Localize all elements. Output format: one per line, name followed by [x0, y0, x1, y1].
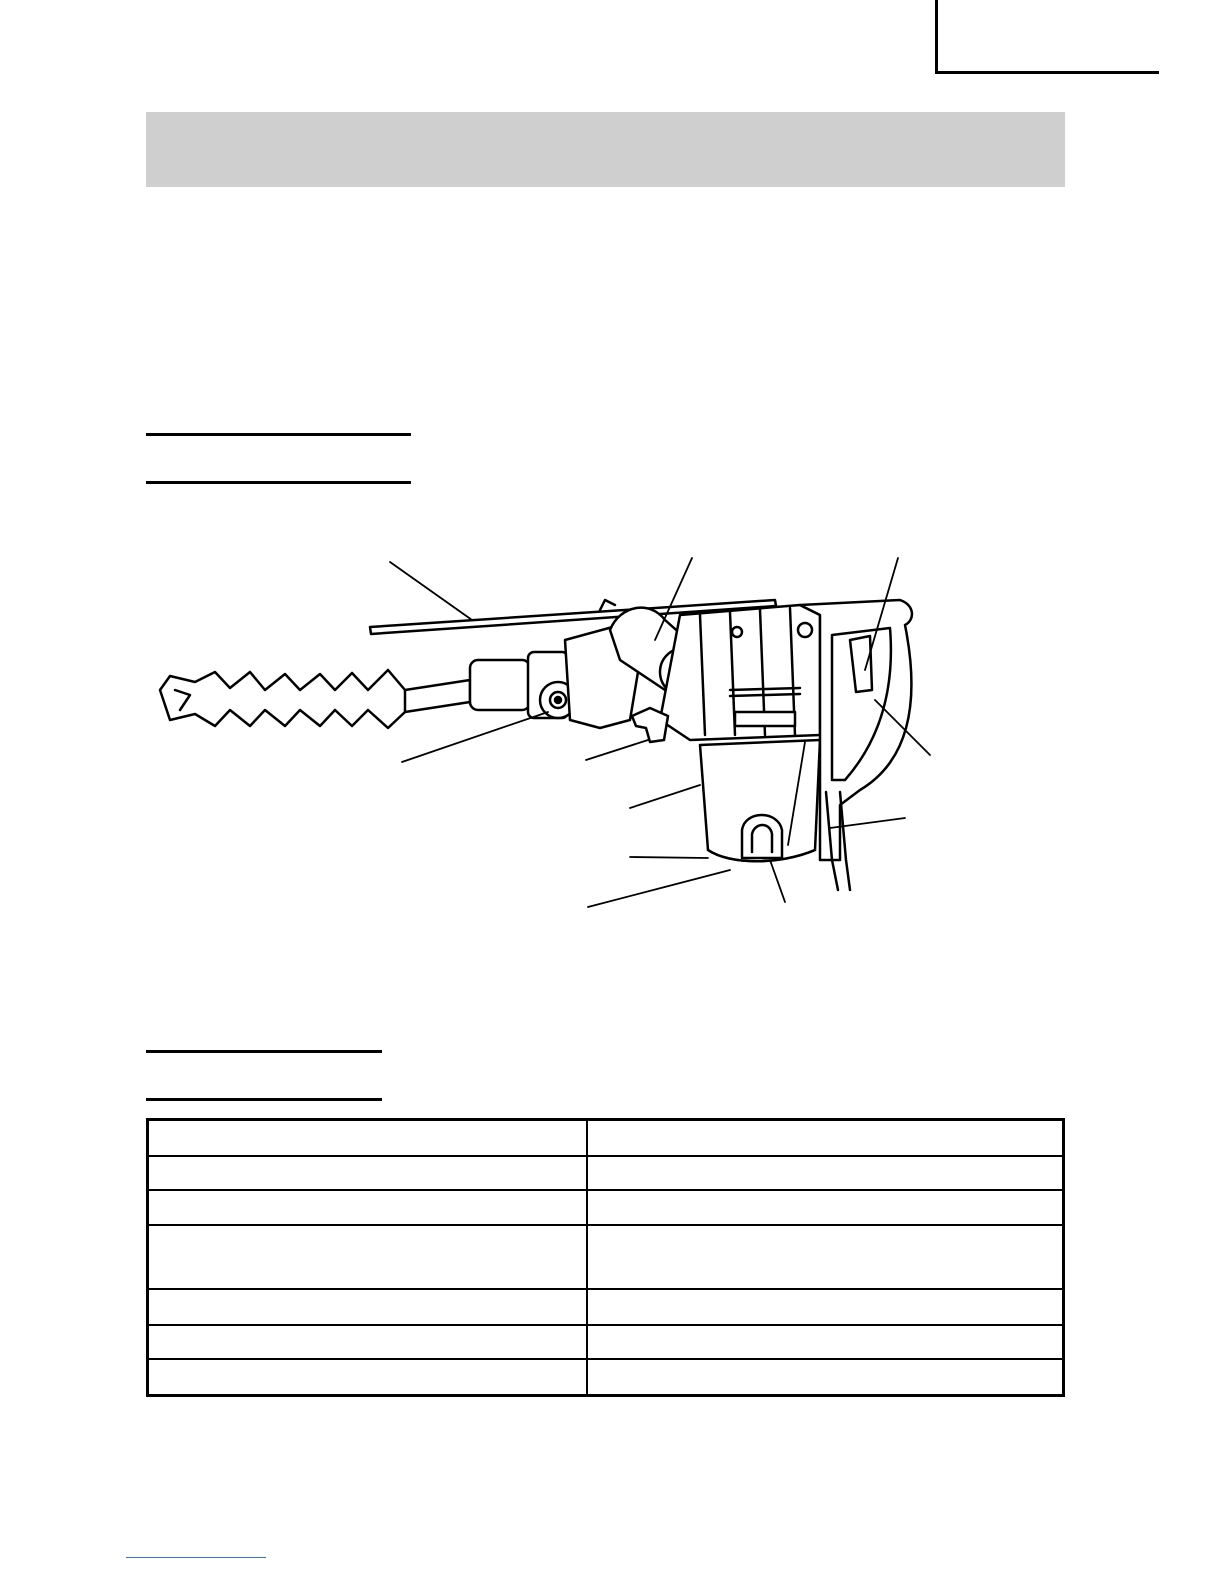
table-row — [148, 1359, 1064, 1395]
spec-value-cell — [587, 1120, 1063, 1156]
spec-item-cell — [148, 1156, 588, 1190]
table-row — [148, 1225, 1064, 1290]
table-row — [148, 1325, 1064, 1359]
mode-switch — [632, 708, 668, 742]
section-1-heading-rule-bottom — [146, 481, 411, 484]
spec-item-cell — [148, 1289, 588, 1324]
spec-item-cell — [148, 1359, 588, 1395]
spec-item-cell — [148, 1325, 588, 1359]
spec-value-cell — [587, 1359, 1063, 1395]
table-row — [148, 1156, 1064, 1190]
section-2-heading-rule-bottom — [146, 1098, 382, 1101]
spec-value-cell — [587, 1289, 1063, 1324]
drill-bit — [160, 670, 470, 728]
section-2-heading-rule-top — [146, 1050, 382, 1053]
brush-cap — [742, 815, 782, 858]
spec-item-cell — [148, 1190, 588, 1224]
specifications-table — [146, 1118, 1065, 1397]
spec-value-cell — [587, 1190, 1063, 1224]
hammer-drill-diagram — [140, 540, 940, 920]
gear-housing — [660, 605, 820, 740]
section-1-heading-rule-top — [146, 433, 411, 436]
spec-value-cell — [587, 1156, 1063, 1190]
table-row — [148, 1120, 1064, 1156]
spec-value-cell — [587, 1225, 1063, 1290]
table-row — [148, 1190, 1064, 1224]
spec-item-cell — [148, 1120, 588, 1156]
table-row — [148, 1289, 1064, 1324]
footer-link-underline — [126, 1557, 266, 1558]
page-title-band — [146, 112, 1065, 187]
spec-item-cell — [148, 1225, 588, 1290]
spec-value-cell — [587, 1325, 1063, 1359]
page-corner-tab — [935, 0, 1159, 74]
